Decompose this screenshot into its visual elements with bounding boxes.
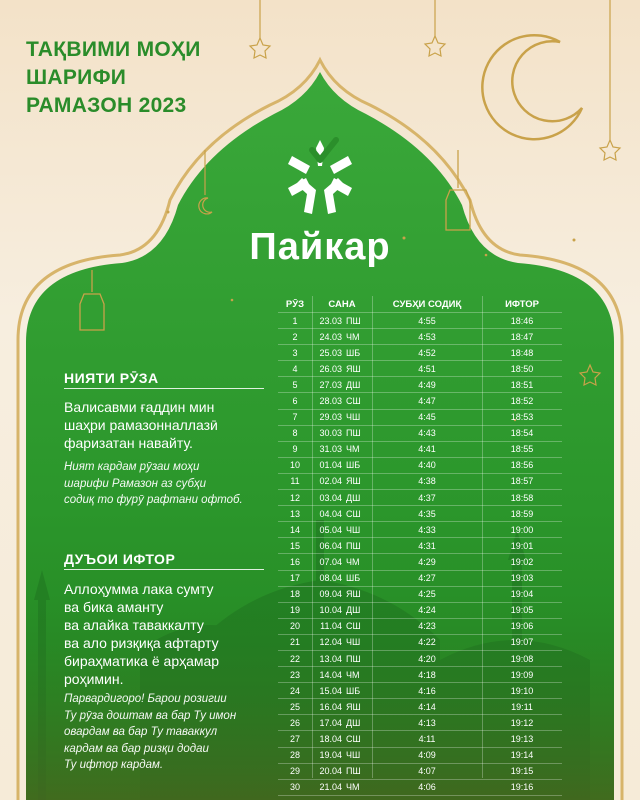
row-date-cell: [312, 637, 372, 647]
row-date-cell: [312, 670, 372, 680]
table-row: [278, 328, 562, 344]
row-date-cell: [312, 734, 372, 744]
row-iftar: 19:13: [510, 733, 534, 744]
row-date-cell: [312, 541, 372, 551]
row-weekday: ПШ: [346, 315, 361, 326]
ramadan-schedule-table: [278, 296, 562, 796]
row-date-cell: [312, 364, 372, 374]
dua-line: ва бика аманту: [64, 599, 164, 615]
row-day: 30: [289, 782, 300, 793]
dua-heading: ДУЪОИ ИФТОР: [64, 551, 176, 567]
row-iftar: 19:05: [510, 605, 534, 616]
row-suhur: 4:29: [418, 556, 436, 567]
row-iftar: 19:00: [510, 524, 534, 535]
row-day: 2: [292, 331, 298, 342]
row-weekday: ЧМ: [346, 556, 360, 567]
row-weekday: ПШ: [346, 540, 361, 551]
row-day: 14: [289, 524, 300, 535]
row-day: 24: [289, 685, 300, 696]
row-suhur: 4:31: [418, 540, 436, 551]
row-day: 27: [289, 733, 300, 744]
dua-line: бираҳматика ё арҳамар: [64, 653, 220, 669]
table-row: [278, 441, 562, 457]
row-day: 16: [289, 556, 300, 567]
row-date-cell: [312, 782, 372, 792]
niyat-line: фаризатан навайту.: [64, 435, 193, 451]
row-iftar: 18:46: [510, 315, 534, 326]
table-row: [278, 505, 562, 521]
row-iftar: 19:03: [510, 573, 534, 584]
row-date: 08.04: [319, 573, 342, 584]
dua-line: роҳимин.: [64, 671, 124, 687]
dua-translation-line: Парвардигоро! Барои розигии: [64, 693, 227, 705]
row-iftar: 19:02: [510, 556, 534, 567]
row-iftar: 19:15: [510, 766, 534, 777]
dua-translation-line: овардам ва бар Ту таваккул: [64, 726, 218, 738]
row-day: 3: [292, 347, 298, 358]
row-suhur: 4:13: [418, 717, 436, 728]
dua-translation-line: кардам ва бар ризқи додаи: [64, 742, 209, 755]
row-iftar: 19:10: [510, 685, 534, 696]
row-suhur: 4:35: [418, 508, 436, 519]
row-date-cell: [312, 509, 372, 519]
row-day: 4: [292, 363, 298, 374]
table-row: [278, 537, 562, 553]
table-row: [278, 392, 562, 408]
table-row: [278, 682, 562, 698]
niyat-translation-line: Ният кардам рӯзаи моҳи: [64, 461, 200, 473]
dua-line: ва ало ризқиқа афтарту: [64, 635, 219, 651]
row-weekday: ПШ: [346, 653, 361, 664]
row-date: 30.03: [319, 428, 342, 439]
table-row: [278, 570, 562, 586]
row-day: 8: [292, 428, 298, 439]
row-weekday: ПШ: [346, 428, 361, 439]
dua-line: Аллоҳумма лака сумту: [64, 581, 214, 597]
row-suhur: 4:18: [418, 669, 436, 680]
row-weekday: ШБ: [346, 685, 361, 696]
row-iftar: 18:58: [510, 492, 534, 503]
row-iftar: 18:53: [510, 412, 534, 423]
row-weekday: ЧМ: [346, 669, 360, 680]
table-header: [278, 296, 562, 312]
row-date: 10.04: [319, 605, 342, 616]
row-suhur: 4:25: [418, 589, 436, 600]
niyat-text: [64, 398, 274, 452]
row-day: 26: [289, 717, 300, 728]
table-row: [278, 650, 562, 666]
row-suhur: 4:37: [418, 492, 436, 503]
row-weekday: ЯШ: [346, 363, 361, 374]
table-row: [278, 763, 562, 779]
row-date: 05.04: [319, 524, 342, 535]
row-date: 14.04: [319, 669, 342, 680]
row-date: 16.04: [319, 701, 342, 712]
row-suhur: 4:47: [418, 396, 436, 407]
row-date: 20.04: [319, 766, 342, 777]
niyat-translation-line: шарифи Рамазон аз субҳи: [64, 477, 207, 490]
row-weekday: ДШ: [346, 717, 361, 728]
table-row: [278, 376, 562, 392]
row-date-cell: [312, 702, 372, 712]
row-date-cell: [312, 525, 372, 535]
row-suhur: 4:07: [418, 766, 436, 777]
row-date: 01.04: [319, 460, 342, 471]
row-date-cell: [312, 654, 372, 664]
header-day: РӮЗ: [285, 298, 305, 310]
title-line-2: ШАРИФИ: [26, 66, 127, 89]
row-weekday: ЧШ: [346, 637, 361, 648]
row-date: 25.03: [319, 347, 342, 358]
row-iftar: 19:08: [510, 653, 534, 664]
table-body: [278, 312, 562, 796]
row-date: 27.03: [319, 379, 342, 390]
row-day: 19: [289, 605, 300, 616]
row-iftar: 19:04: [510, 589, 534, 600]
row-date: 06.04: [319, 540, 342, 551]
row-date: 18.04: [319, 733, 342, 744]
row-date: 07.04: [319, 556, 342, 567]
row-date: 19.04: [319, 750, 342, 761]
row-iftar: 19:14: [510, 750, 534, 761]
row-weekday: ЯШ: [346, 589, 361, 600]
row-weekday: СШ: [346, 621, 361, 632]
dua-line: ва алайка таваккалту: [64, 617, 204, 633]
row-date-cell: [312, 380, 372, 390]
table-row: [278, 425, 562, 441]
row-suhur: 4:51: [418, 363, 436, 374]
row-suhur: 4:06: [418, 782, 436, 793]
row-iftar: 18:59: [510, 508, 534, 519]
row-day: 18: [289, 589, 300, 600]
row-weekday: ЯШ: [346, 701, 361, 712]
row-date-cell: [312, 589, 372, 599]
row-weekday: ЧМ: [346, 444, 360, 455]
row-weekday: ДШ: [346, 492, 361, 503]
row-suhur: 4:27: [418, 573, 436, 584]
table-row: [278, 521, 562, 537]
row-iftar: 19:09: [510, 669, 534, 680]
row-day: 13: [289, 508, 300, 519]
title-line-3: РАМАЗОН 2023: [26, 94, 187, 117]
dua-translation: [64, 691, 274, 774]
row-weekday: ЧШ: [346, 750, 361, 761]
row-day: 25: [289, 701, 300, 712]
row-suhur: 4:33: [418, 524, 436, 535]
table-row: [278, 634, 562, 650]
table-row: [278, 344, 562, 360]
crescent-moon-icon: [482, 35, 582, 139]
row-date-cell: [312, 766, 372, 776]
row-suhur: 4:55: [418, 315, 436, 326]
dua-text: [64, 580, 274, 688]
paykar-logo-icon: [272, 136, 368, 216]
row-date: 31.03: [319, 444, 342, 455]
row-date-cell: [312, 412, 372, 422]
niyat-divider: [64, 388, 264, 389]
table-row: [278, 714, 562, 730]
row-day: 21: [289, 637, 300, 648]
row-iftar: 18:52: [510, 396, 534, 407]
dua-translation-line: Ту ифтор кардам.: [64, 759, 164, 771]
row-weekday: ДШ: [346, 605, 361, 616]
row-date-cell: [312, 686, 372, 696]
row-suhur: 4:16: [418, 685, 436, 696]
row-date-cell: [312, 573, 372, 583]
niyat-heading: НИЯТИ РӮЗА: [64, 370, 159, 386]
row-suhur: 4:23: [418, 621, 436, 632]
niyat-line: шаҳри рамазонналлазӣ: [64, 417, 218, 433]
row-date: 17.04: [319, 717, 342, 728]
table-row: [278, 360, 562, 376]
table-row: [278, 730, 562, 746]
row-date: 04.04: [319, 508, 342, 519]
table-row: [278, 666, 562, 682]
table-row: [278, 473, 562, 489]
row-suhur: 4:52: [418, 347, 436, 358]
dua-translation-line: Ту рӯза доштам ва бар Ту имон: [64, 709, 237, 722]
row-suhur: 4:45: [418, 412, 436, 423]
row-day: 9: [292, 444, 298, 455]
row-date-cell: [312, 718, 372, 728]
row-date: 12.04: [319, 637, 342, 648]
table-row: [278, 586, 562, 602]
title-line-1: ТАҚВИМИ МОҲИ: [26, 38, 201, 61]
row-date-cell: [312, 444, 372, 454]
row-iftar: 18:54: [510, 428, 534, 439]
header-date: САНА: [328, 298, 356, 310]
row-weekday: ПШ: [346, 766, 361, 777]
row-weekday: ЯШ: [346, 476, 361, 487]
row-iftar: 18:57: [510, 476, 534, 487]
row-date-cell: [312, 332, 372, 342]
table-row: [278, 409, 562, 425]
table-row: [278, 698, 562, 714]
row-day: 29: [289, 766, 300, 777]
row-weekday: ЧМ: [346, 331, 360, 342]
row-iftar: 19:06: [510, 621, 534, 632]
row-date-cell: [312, 460, 372, 470]
row-weekday: СШ: [346, 396, 361, 407]
row-date: 09.04: [319, 589, 342, 600]
row-weekday: ШБ: [346, 347, 361, 358]
row-day: 15: [289, 540, 300, 551]
niyat-translation: [64, 459, 274, 509]
row-date: 21.04: [319, 782, 342, 793]
row-iftar: 19:12: [510, 717, 534, 728]
row-suhur: 4:24: [418, 605, 436, 616]
header-suhur: СУБҲИ СОДИҚ: [392, 298, 462, 310]
row-day: 6: [292, 396, 298, 407]
row-iftar: 19:01: [510, 540, 534, 551]
row-day: 17: [289, 573, 300, 584]
row-day: 1: [292, 315, 298, 326]
row-suhur: 4:22: [418, 637, 436, 648]
row-date: 29.03: [319, 412, 342, 423]
row-iftar: 18:51: [510, 379, 534, 390]
row-date-cell: [312, 493, 372, 503]
row-date-cell: [312, 348, 372, 358]
row-weekday: ШБ: [346, 460, 361, 471]
row-suhur: 4:11: [418, 733, 436, 744]
row-suhur: 4:14: [418, 701, 436, 712]
row-date-cell: [312, 750, 372, 760]
row-weekday: ДШ: [346, 379, 361, 390]
row-suhur: 4:43: [418, 428, 436, 439]
row-suhur: 4:20: [418, 653, 436, 664]
brand-name: Пайкар: [249, 226, 391, 268]
row-weekday: СШ: [346, 733, 361, 744]
row-day: 5: [292, 379, 298, 390]
row-date: 15.04: [319, 685, 342, 696]
row-suhur: 4:53: [418, 331, 436, 342]
row-suhur: 4:38: [418, 476, 436, 487]
row-date-cell: [312, 605, 372, 615]
row-day: 10: [289, 460, 300, 471]
page-title: [26, 36, 201, 120]
row-weekday: ЧМ: [346, 782, 360, 793]
table-row: [278, 747, 562, 763]
row-date-cell: [312, 316, 372, 326]
table-row: [278, 312, 562, 328]
row-weekday: ЧШ: [346, 524, 361, 535]
row-suhur: 4:41: [418, 444, 436, 455]
row-day: 7: [292, 412, 298, 423]
row-iftar: 18:48: [510, 347, 534, 358]
row-date: 28.03: [319, 396, 342, 407]
table-row: [278, 618, 562, 634]
row-iftar: 18:56: [510, 460, 534, 471]
dua-divider: [64, 569, 264, 570]
row-date-cell: [312, 621, 372, 631]
row-date-cell: [312, 557, 372, 567]
row-date-cell: [312, 396, 372, 406]
row-date: 23.03: [319, 315, 342, 326]
row-day: 28: [289, 750, 300, 761]
table-row: [278, 489, 562, 505]
row-day: 11: [290, 476, 300, 487]
row-iftar: 18:50: [510, 363, 534, 374]
row-suhur: 4:09: [418, 750, 436, 761]
table-row: [278, 457, 562, 473]
row-date: 26.03: [319, 363, 342, 374]
row-date: 02.04: [319, 476, 342, 487]
row-day: 20: [289, 621, 300, 632]
row-date: 13.04: [319, 653, 342, 664]
row-date: 03.04: [319, 492, 342, 503]
table-row: [278, 602, 562, 618]
row-suhur: 4:49: [418, 379, 436, 390]
row-day: 22: [289, 653, 300, 664]
row-suhur: 4:40: [418, 460, 436, 471]
niyat-translation-line: содиқ то фурӯ рафтани офтоб.: [64, 494, 243, 506]
row-weekday: СШ: [346, 508, 361, 519]
row-date-cell: [312, 476, 372, 486]
header-iftar: ИФТОР: [505, 298, 539, 310]
table-row: [278, 553, 562, 569]
row-date-cell: [312, 428, 372, 438]
row-iftar: 19:16: [510, 782, 534, 793]
row-date: 11.04: [320, 621, 342, 632]
row-weekday: ШБ: [346, 573, 361, 584]
row-day: 12: [289, 492, 300, 503]
row-weekday: ЧШ: [346, 412, 361, 423]
row-iftar: 19:07: [510, 637, 534, 648]
row-iftar: 19:11: [511, 701, 533, 712]
table-row: [278, 779, 562, 795]
niyat-line: Валисавми ғаддин мин: [64, 399, 215, 415]
row-date: 24.03: [319, 331, 342, 342]
row-iftar: 18:47: [510, 331, 534, 342]
row-iftar: 18:55: [510, 444, 534, 455]
row-day: 23: [289, 669, 300, 680]
